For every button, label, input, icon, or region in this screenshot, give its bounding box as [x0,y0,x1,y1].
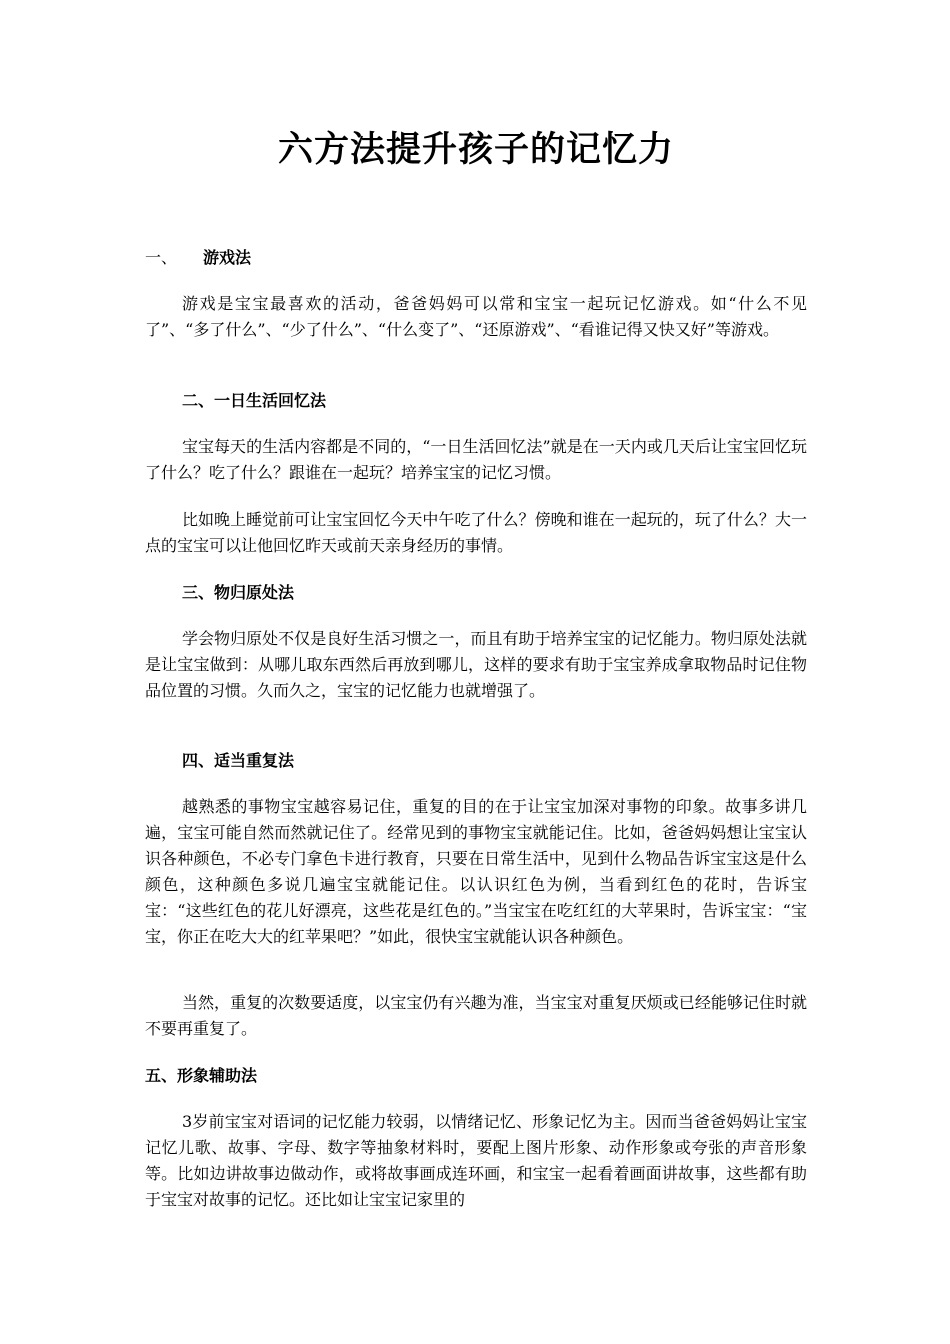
section-number: 一、 [145,248,178,267]
paragraph: 当然，重复的次数要适度，以宝宝仍有兴趣为准，当宝宝对重复厌烦或已经能够记住时就不要再重复了。 [145,993,807,1038]
section-heading-1 [145,246,807,270]
section-heading-2: 二、一日生活回忆法 [182,391,327,410]
paragraph: 比如晚上睡觉前可让宝宝回忆今天中午吃了什么？傍晚和谁在一起玩的，玩了什么？大一点的宝宝可以让他回忆昨天或前天亲身经历的事情。 [145,510,807,555]
paragraph: 越熟悉的事物宝宝越容易记住，重复的目的在于让宝宝加深对事物的印象。故事多讲几遍，宝宝可能自然而然就记住了。经常见到的事物宝宝就能记住。比如，爸爸妈妈想让宝宝认识各种颜色，不必专门拿色卡进行教育，只要在日常生活中，见到什么物品告诉宝宝这是什么颜色，这种颜色多说几遍宝宝就能记住。以认识红色为例，当看到红色的花时，告诉宝宝：“这些红色的花儿好漂亮，这些花是红色的。”当宝宝在吃红红的大苹果时，告诉宝宝：“宝宝，你正在吃大大的红苹果吧？”如此，很快宝宝就能认识各种颜色。 [145,797,807,946]
paragraph: 宝宝每天的生活内容都是不同的，“一日生活回忆法”就是在一天内或几天后让宝宝回忆玩了什么？吃了什么？跟谁在一起玩？培养宝宝的记忆习惯。 [145,437,807,482]
page-title: 六方法提升孩子的记忆力 [277,129,674,170]
paragraph: 学会物归原处不仅是良好生活习惯之一，而且有助于培养宝宝的记忆能力。物归原处法就是让宝宝做到：从哪儿取东西然后再放到哪儿，这样的要求有助于宝宝养成拿取物品时记住物品位置的习惯。久而久之，宝宝的记忆能力也就增强了。 [145,629,807,700]
paragraph: 游戏是宝宝最喜欢的活动，爸爸妈妈可以常和宝宝一起玩记忆游戏。如“什么不见了”、“多了什么”、“少了什么”、“什么变了”、“还原游戏”、“看谁记得又快又好”等游戏。 [145,294,807,339]
section-heading-3: 三、物归原处法 [182,583,295,602]
paragraph: 3岁前宝宝对语词的记忆能力较弱，以情绪记忆、形象记忆为主。因而当爸爸妈妈让宝宝记忆儿歌、故事、字母、数字等抽象材料时，要配上图片形象、动作形象或夸张的声音形象等。比如边讲故事边做动作，或将故事画成连环画，和宝宝一起看着画面讲故事，这些都有助于宝宝对故事的记忆。还比如让宝宝记家里的 [145,1112,807,1209]
section-heading-5: 五、形象辅助法 [145,1066,258,1085]
section-heading-4: 四、适当重复法 [182,751,295,770]
section-title: 游戏法 [203,248,252,267]
